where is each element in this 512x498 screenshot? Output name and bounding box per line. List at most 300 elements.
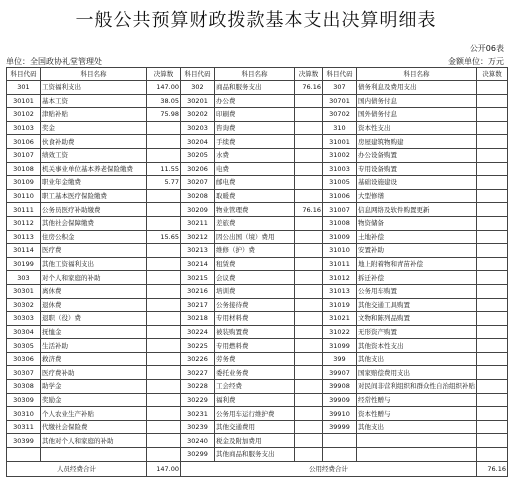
cell-code-2: 30203: [181, 121, 215, 135]
cell-amount-2: [295, 189, 323, 203]
cell-name-3: 经常性赠与: [357, 393, 477, 407]
form-number: 公开06表: [469, 44, 504, 53]
header-name-2: 科目名称: [215, 68, 295, 81]
cell-amount-1: [147, 366, 181, 380]
cell-amount-3: [477, 230, 508, 244]
cell-amount-1: [147, 325, 181, 339]
table-row: [7, 407, 508, 421]
cell-amount-2: 76.16: [295, 81, 323, 95]
cell-name-3: 资本性支出: [357, 121, 477, 135]
cell-amount-2: [295, 434, 323, 448]
cell-name-3: 无形资产购置: [357, 325, 477, 339]
cell-amount-1: [147, 339, 181, 353]
cell-amount-2: [295, 393, 323, 407]
cell-name-1: 离休费: [41, 284, 147, 298]
cell-name-3: 其他支出: [357, 420, 477, 434]
cell-name-1: 奖金: [41, 121, 147, 135]
amount-unit: 金额单位：万元: [448, 57, 504, 66]
cell-amount-2: [295, 366, 323, 380]
table-row: [7, 380, 508, 394]
cell-amount-2: [295, 244, 323, 258]
cell-code-2: 30227: [181, 366, 215, 380]
cell-name-1: 其他社会保障缴费: [41, 216, 147, 230]
cell-code-2: 30299: [181, 448, 215, 462]
cell-code-1: 30114: [7, 244, 41, 258]
cell-amount-1: [147, 189, 181, 203]
cell-name-2: 培训费: [215, 284, 295, 298]
cell-name-1: 退职（役）费: [41, 312, 147, 326]
cell-amount-3: [477, 271, 508, 285]
table-row: [7, 203, 508, 217]
personnel-total-label: 人员经费合计: [7, 461, 147, 476]
cell-code-3: 31005: [323, 176, 357, 190]
cell-amount-1: [147, 434, 181, 448]
table-row: [7, 162, 508, 176]
cell-name-2: 因公出国（境）费用: [215, 230, 295, 244]
cell-amount-3: [477, 434, 508, 448]
cell-name-3: 办公设备购置: [357, 148, 477, 162]
cell-code-1: 30106: [7, 135, 41, 149]
cell-amount-1: [147, 203, 181, 217]
cell-code-3: 31010: [323, 244, 357, 258]
cell-code-2: 30226: [181, 352, 215, 366]
cell-name-1: 生活补助: [41, 339, 147, 353]
cell-code-1: 30305: [7, 339, 41, 353]
cell-code-2: 30207: [181, 176, 215, 190]
cell-amount-2: [295, 216, 323, 230]
cell-name-2: 其他商品和服务支出: [215, 448, 295, 462]
cell-code-3: 310: [323, 121, 357, 135]
table-row: [7, 108, 508, 122]
cell-code-2: 30208: [181, 189, 215, 203]
cell-amount-1: [147, 407, 181, 421]
personnel-total-value: 147.00: [147, 461, 181, 476]
table-row: [7, 271, 508, 285]
cell-amount-1: [147, 298, 181, 312]
cell-amount-1: [147, 352, 181, 366]
totals-row: [7, 461, 508, 476]
table-row: [7, 216, 508, 230]
cell-code-1: 30107: [7, 148, 41, 162]
cell-name-2: 咨询费: [215, 121, 295, 135]
cell-amount-3: [477, 162, 508, 176]
cell-code-3: 39909: [323, 393, 357, 407]
cell-name-3: 大型修缮: [357, 189, 477, 203]
cell-code-2: 30206: [181, 162, 215, 176]
cell-amount-3: [477, 393, 508, 407]
cell-code-1: 30199: [7, 257, 41, 271]
header-amount-1: 决算数: [147, 68, 181, 81]
cell-code-3: 31099: [323, 339, 357, 353]
cell-code-1: 30111: [7, 203, 41, 217]
cell-code-2: 30231: [181, 407, 215, 421]
cell-name-3: 专用设备购置: [357, 162, 477, 176]
cell-name-2: 公务接待费: [215, 298, 295, 312]
table-row: [7, 325, 508, 339]
cell-code-2: 30213: [181, 244, 215, 258]
cell-code-3: 31013: [323, 284, 357, 298]
table-row: [7, 94, 508, 108]
cell-amount-2: [295, 271, 323, 285]
cell-name-2: 委托业务费: [215, 366, 295, 380]
cell-amount-3: [477, 312, 508, 326]
report-title: 一般公共预算财政拨款基本支出决算明细表: [75, 10, 437, 31]
cell-name-2: 差旅费: [215, 216, 295, 230]
cell-code-2: 30209: [181, 203, 215, 217]
cell-amount-3: [477, 339, 508, 353]
cell-code-2: 30215: [181, 271, 215, 285]
cell-name-3: 国内债务付息: [357, 94, 477, 108]
cell-code-2: 30205: [181, 148, 215, 162]
cell-amount-1: [147, 148, 181, 162]
cell-code-1: 30301: [7, 284, 41, 298]
cell-name-2: 公务用车运行维护费: [215, 407, 295, 421]
table-row: [7, 366, 508, 380]
cell-code-1: 30108: [7, 162, 41, 176]
cell-amount-3: [477, 244, 508, 258]
cell-amount-1: [147, 271, 181, 285]
cell-code-2: 30229: [181, 393, 215, 407]
cell-code-3: 31012: [323, 271, 357, 285]
cell-amount-2: [295, 108, 323, 122]
cell-code-3: 39907: [323, 366, 357, 380]
cell-code-3: 31021: [323, 312, 357, 326]
cell-name-2: 其他交通费用: [215, 420, 295, 434]
table-row: [7, 448, 508, 462]
cell-name-3: 资本性赠与: [357, 407, 477, 421]
cell-amount-3: [477, 257, 508, 271]
cell-amount-3: [477, 148, 508, 162]
table-row: [7, 176, 508, 190]
cell-name-1: 抚恤金: [41, 325, 147, 339]
cell-amount-3: [477, 216, 508, 230]
cell-name-1: 奖励金: [41, 393, 147, 407]
cell-code-3: 31022: [323, 325, 357, 339]
table-row: [7, 121, 508, 135]
cell-code-1: 30311: [7, 420, 41, 434]
table-row: [7, 244, 508, 258]
cell-amount-3: [477, 284, 508, 298]
cell-amount-3: [477, 380, 508, 394]
cell-amount-3: [477, 352, 508, 366]
cell-amount-3: [477, 325, 508, 339]
cell-amount-2: 76.16: [295, 203, 323, 217]
cell-code-2: 30218: [181, 312, 215, 326]
cell-amount-1: [147, 284, 181, 298]
cell-amount-3: [477, 94, 508, 108]
cell-code-3: 399: [323, 352, 357, 366]
cell-amount-3: [477, 366, 508, 380]
cell-code-2: 30225: [181, 339, 215, 353]
cell-amount-3: [477, 448, 508, 462]
cell-name-1: 住房公积金: [41, 230, 147, 244]
cell-code-1: 30308: [7, 380, 41, 394]
table-row: [7, 148, 508, 162]
table-row: [7, 189, 508, 203]
cell-code-1: 30113: [7, 230, 41, 244]
cell-amount-1: [147, 393, 181, 407]
cell-code-2: 302: [181, 81, 215, 95]
table-row: [7, 284, 508, 298]
cell-code-3: 31007: [323, 203, 357, 217]
cell-amount-1: 147.00: [147, 81, 181, 95]
cell-code-3: 30701: [323, 94, 357, 108]
cell-amount-2: [295, 257, 323, 271]
cell-name-2: 电费: [215, 162, 295, 176]
cell-code-1: 30310: [7, 407, 41, 421]
cell-code-2: 30202: [181, 108, 215, 122]
cell-name-2: 税金及附加费用: [215, 434, 295, 448]
cell-code-1: 301: [7, 81, 41, 95]
table-row: [7, 352, 508, 366]
cell-amount-2: [295, 284, 323, 298]
cell-name-2: 物业管理费: [215, 203, 295, 217]
cell-amount-1: [147, 121, 181, 135]
cell-amount-1: 5.77: [147, 176, 181, 190]
cell-amount-2: [295, 121, 323, 135]
cell-code-2: 30217: [181, 298, 215, 312]
table-row: [7, 339, 508, 353]
public-total-label: 公用经费合计: [181, 461, 477, 476]
cell-code-2: 30204: [181, 135, 215, 149]
cell-code-2: 30214: [181, 257, 215, 271]
cell-amount-2: [295, 298, 323, 312]
cell-name-3: 房屋建筑物购建: [357, 135, 477, 149]
cell-code-2: 30216: [181, 284, 215, 298]
cell-amount-1: 38.05: [147, 94, 181, 108]
cell-amount-2: [295, 448, 323, 462]
cell-code-1: 303: [7, 271, 41, 285]
cell-name-2: 劳务费: [215, 352, 295, 366]
cell-code-2: 30211: [181, 216, 215, 230]
cell-name-2: 专用燃料费: [215, 339, 295, 353]
table-body: [7, 81, 508, 462]
cell-code-2: 30224: [181, 325, 215, 339]
cell-name-3: 债务利息及费用支出: [357, 81, 477, 95]
cell-code-3: 31001: [323, 135, 357, 149]
budget-table: [6, 67, 508, 477]
table-row: [7, 312, 508, 326]
cell-name-1: 基本工资: [41, 94, 147, 108]
cell-code-1: 30112: [7, 216, 41, 230]
cell-name-2: 印刷费: [215, 108, 295, 122]
cell-name-2: 专用材料费: [215, 312, 295, 326]
cell-name-2: 会议费: [215, 271, 295, 285]
cell-name-1: 津贴补贴: [41, 108, 147, 122]
cell-name-3: 国家赔偿费用支出: [357, 366, 477, 380]
cell-amount-1: [147, 380, 181, 394]
header-code-2: 科目代码: [181, 68, 215, 81]
cell-amount-2: [295, 339, 323, 353]
cell-name-3: 物资储备: [357, 216, 477, 230]
table-row: [7, 420, 508, 434]
cell-amount-3: [477, 420, 508, 434]
cell-amount-1: [147, 420, 181, 434]
cell-code-3: 30702: [323, 108, 357, 122]
table-row: [7, 393, 508, 407]
cell-name-2: 维修（护）费: [215, 244, 295, 258]
cell-name-3: [357, 434, 477, 448]
cell-amount-3: [477, 176, 508, 190]
cell-name-1: 伙食补助费: [41, 135, 147, 149]
cell-name-3: 国外债务付息: [357, 108, 477, 122]
cell-amount-2: [295, 407, 323, 421]
cell-amount-1: 15.65: [147, 230, 181, 244]
header-amount-3: 决算数: [477, 68, 508, 81]
cell-amount-2: [295, 94, 323, 108]
cell-amount-2: [295, 176, 323, 190]
cell-amount-3: [477, 81, 508, 95]
cell-name-1: 职工基本医疗保险缴费: [41, 189, 147, 203]
cell-name-2: 福利费: [215, 393, 295, 407]
cell-name-3: 信息网络及软件购置更新: [357, 203, 477, 217]
cell-code-1: 30399: [7, 434, 41, 448]
cell-name-2: 邮电费: [215, 176, 295, 190]
cell-code-3: 31002: [323, 148, 357, 162]
cell-amount-2: [295, 312, 323, 326]
cell-code-1: 30109: [7, 176, 41, 190]
cell-name-1: 退休费: [41, 298, 147, 312]
cell-code-3: 31008: [323, 216, 357, 230]
table-row: [7, 135, 508, 149]
cell-name-2: 商品和服务支出: [215, 81, 295, 95]
cell-amount-3: [477, 108, 508, 122]
cell-amount-1: [147, 135, 181, 149]
cell-name-1: 医疗费: [41, 244, 147, 258]
cell-name-1: 救济费: [41, 352, 147, 366]
cell-amount-3: [477, 407, 508, 421]
cell-code-3: [323, 434, 357, 448]
cell-name-3: [357, 448, 477, 462]
header-code-1: 科目代码: [7, 68, 41, 81]
cell-code-2: 30240: [181, 434, 215, 448]
cell-code-2: 30228: [181, 380, 215, 394]
cell-code-2: 30212: [181, 230, 215, 244]
cell-code-1: 30304: [7, 325, 41, 339]
header-code-3: 科目代码: [323, 68, 357, 81]
cell-amount-2: [295, 380, 323, 394]
table-row: [7, 434, 508, 448]
cell-code-3: 39908: [323, 380, 357, 394]
cell-code-1: 30306: [7, 352, 41, 366]
header-name-1: 科目名称: [41, 68, 147, 81]
cell-code-1: 30102: [7, 108, 41, 122]
cell-code-1: 30110: [7, 189, 41, 203]
cell-code-3: [323, 448, 357, 462]
cell-amount-1: [147, 448, 181, 462]
cell-amount-2: [295, 230, 323, 244]
cell-name-2: 办公费: [215, 94, 295, 108]
cell-amount-2: [295, 148, 323, 162]
cell-code-3: 39910: [323, 407, 357, 421]
cell-name-2: 工会经费: [215, 380, 295, 394]
cell-name-3: 土地补偿: [357, 230, 477, 244]
cell-name-2: 租赁费: [215, 257, 295, 271]
cell-name-2: 手续费: [215, 135, 295, 149]
cell-code-1: 30302: [7, 298, 41, 312]
cell-amount-2: [295, 325, 323, 339]
table-row: [7, 257, 508, 271]
cell-name-3: 公务用车购置: [357, 284, 477, 298]
cell-name-1: 代缴社会保险费: [41, 420, 147, 434]
cell-name-1: 对个人和家庭的补助: [41, 271, 147, 285]
cell-name-3: 安置补助: [357, 244, 477, 258]
cell-amount-1: [147, 216, 181, 230]
cell-name-3: 其他资本性支出: [357, 339, 477, 353]
cell-code-3: 307: [323, 81, 357, 95]
cell-name-1: 机关事业单位基本养老保险缴费: [41, 162, 147, 176]
header-name-3: 科目名称: [357, 68, 477, 81]
cell-amount-1: [147, 244, 181, 258]
cell-code-1: 30307: [7, 366, 41, 380]
cell-code-3: 31003: [323, 162, 357, 176]
cell-name-1: [41, 448, 147, 462]
cell-name-1: 公务员医疗补助缴费: [41, 203, 147, 217]
cell-amount-3: [477, 135, 508, 149]
cell-amount-2: [295, 162, 323, 176]
cell-amount-3: [477, 298, 508, 312]
header-amount-2: 决算数: [295, 68, 323, 81]
cell-code-3: 39999: [323, 420, 357, 434]
cell-amount-2: [295, 352, 323, 366]
public-total-value: 76.16: [477, 461, 508, 476]
cell-code-1: 30103: [7, 121, 41, 135]
cell-name-2: 取暖费: [215, 189, 295, 203]
unit-label: 单位：全国政协礼堂管理处: [6, 57, 102, 66]
cell-code-2: 30201: [181, 94, 215, 108]
cell-name-3: 拆迁补偿: [357, 271, 477, 285]
cell-amount-1: [147, 312, 181, 326]
cell-amount-1: 11.55: [147, 162, 181, 176]
cell-name-1: 工资福利支出: [41, 81, 147, 95]
cell-code-3: 31009: [323, 230, 357, 244]
cell-name-1: 绩效工资: [41, 148, 147, 162]
cell-name-1: 其他工资福利支出: [41, 257, 147, 271]
cell-code-1: [7, 448, 41, 462]
cell-code-3: 31006: [323, 189, 357, 203]
cell-name-3: 文物和陈列品购置: [357, 312, 477, 326]
cell-name-1: 医疗费补助: [41, 366, 147, 380]
cell-code-3: 31019: [323, 298, 357, 312]
cell-amount-3: [477, 189, 508, 203]
cell-name-2: 水费: [215, 148, 295, 162]
cell-code-3: 31011: [323, 257, 357, 271]
table-header-row: [7, 68, 508, 81]
cell-amount-1: [147, 257, 181, 271]
cell-name-3: 对民间非营利组织和群众性自治组织补贴: [357, 380, 477, 394]
cell-name-3: 地上附着物和青苗补偿: [357, 257, 477, 271]
table-row: [7, 230, 508, 244]
cell-code-1: 30101: [7, 94, 41, 108]
table-row: [7, 298, 508, 312]
cell-name-3: 其他支出: [357, 352, 477, 366]
cell-name-1: 其他对个人和家庭的补助: [41, 434, 147, 448]
cell-name-1: 个人农业生产补贴: [41, 407, 147, 421]
cell-code-1: 30309: [7, 393, 41, 407]
cell-amount-2: [295, 135, 323, 149]
cell-amount-3: [477, 203, 508, 217]
cell-amount-2: [295, 420, 323, 434]
cell-name-3: 基础设施建设: [357, 176, 477, 190]
cell-name-2: 被装购置费: [215, 325, 295, 339]
cell-name-1: 职业年金缴费: [41, 176, 147, 190]
cell-code-2: 30239: [181, 420, 215, 434]
cell-amount-3: [477, 121, 508, 135]
cell-name-3: 其他交通工具购置: [357, 298, 477, 312]
cell-amount-1: 75.98: [147, 108, 181, 122]
cell-code-1: 30303: [7, 312, 41, 326]
cell-name-1: 助学金: [41, 380, 147, 394]
